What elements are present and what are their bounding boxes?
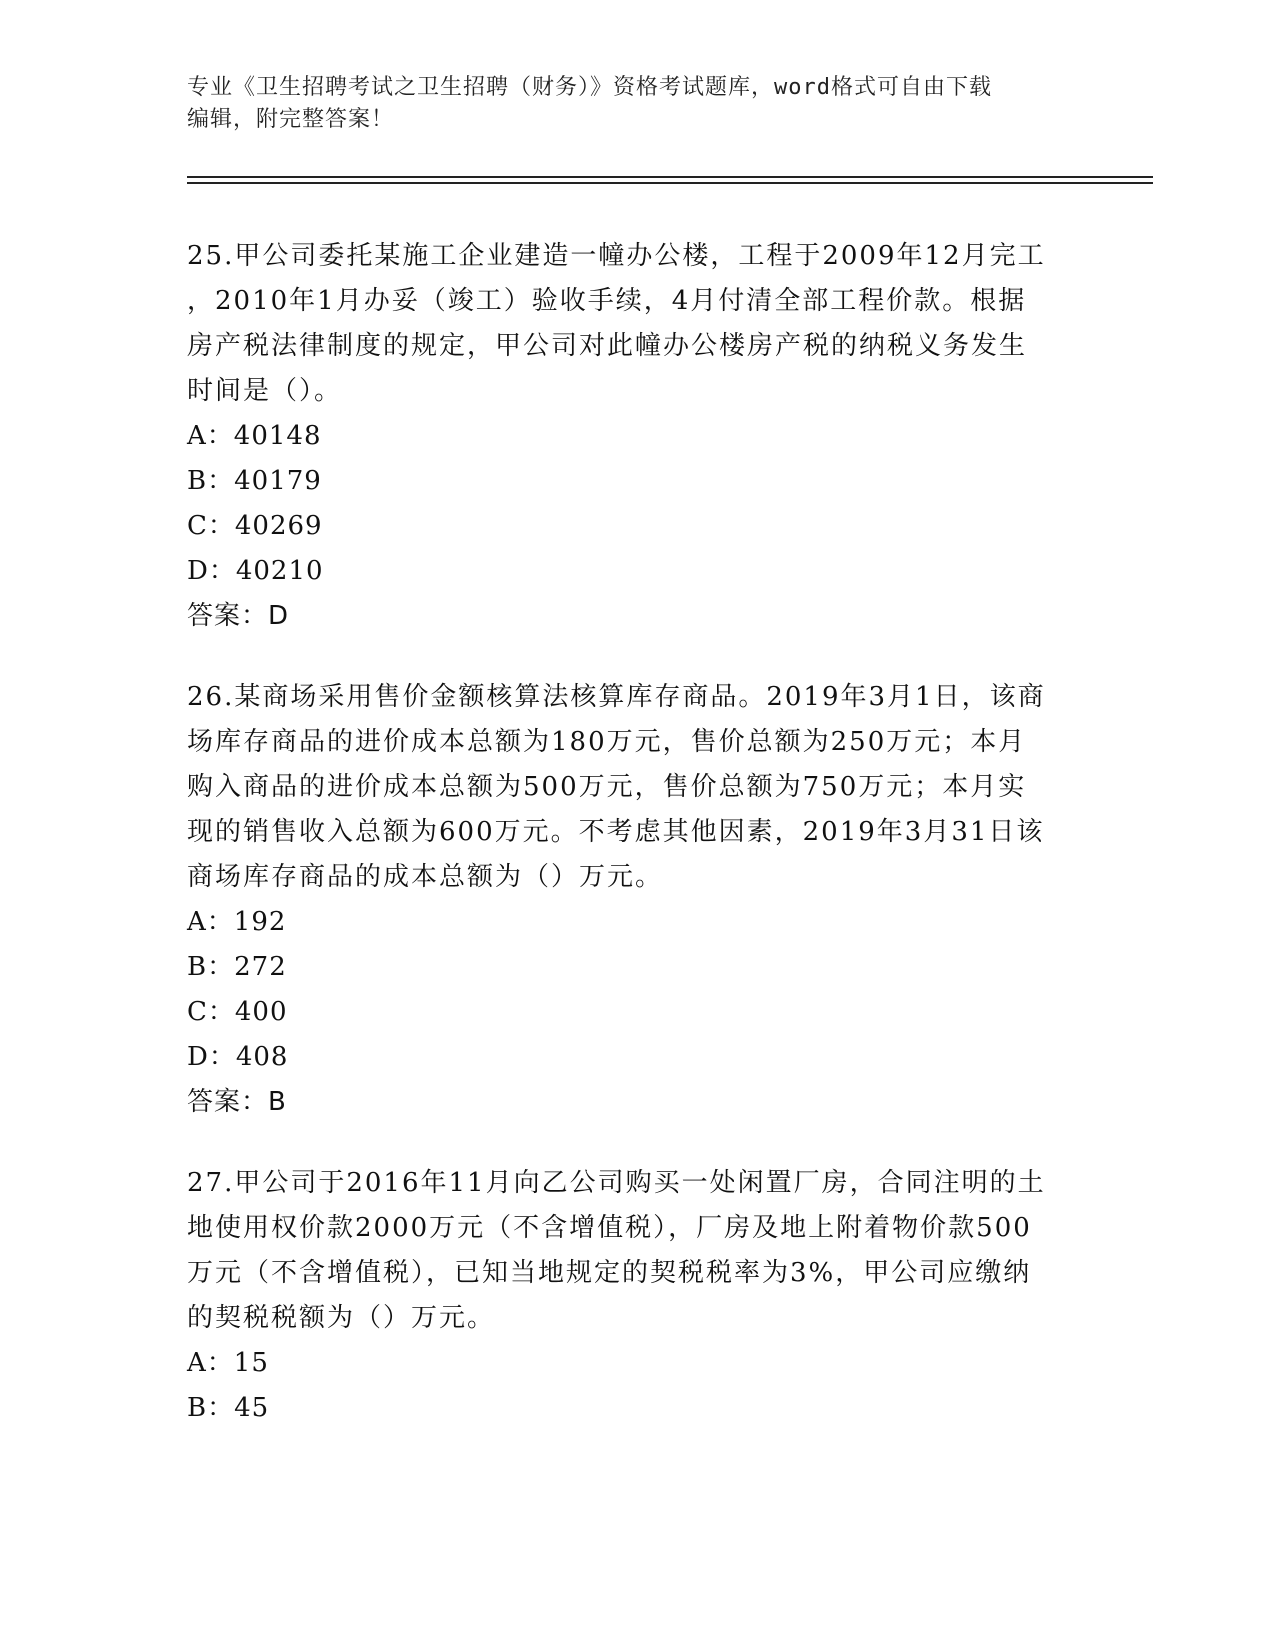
option-b: B：40179 xyxy=(187,466,322,496)
option-d: D：408 xyxy=(187,1042,289,1072)
question-text-line: 的契税税额为（）万元。 xyxy=(187,1303,496,1333)
answer-text: 答案：B xyxy=(187,1087,287,1117)
question-text-line: 房产税法律制度的规定，甲公司对此幢办公楼房产税的纳税义务发生 xyxy=(187,331,1028,361)
question-text-line: 时间是（）。 xyxy=(187,376,343,406)
question-25 xyxy=(187,234,1087,639)
header-divider-bottom xyxy=(187,182,1153,184)
option-b: B：45 xyxy=(187,1393,270,1423)
option-c: C：40269 xyxy=(187,511,323,541)
header-line-2: 编辑，附完整答案！ xyxy=(187,107,395,132)
question-text-line: 场库存商品的进价成本总额为180万元，售价总额为250万元；本月 xyxy=(187,727,1027,757)
question-text-line: 27.甲公司于2016年11月向乙公司购买一处闲置厂房，合同注明的土 xyxy=(187,1168,1046,1198)
question-list xyxy=(187,234,1087,1467)
option-a: A：192 xyxy=(187,907,287,937)
header-divider-top xyxy=(187,176,1153,178)
question-text-line: ，2010年1月办妥（竣工）验收手续，4月付清全部工程价款。根据 xyxy=(187,286,1027,316)
question-text-line: 万元（不含增值税），已知当地规定的契税税率为3%，甲公司应缴纳 xyxy=(187,1258,1032,1288)
answer-text: 答案：D xyxy=(187,601,290,631)
question-text-line: 26.某商场采用售价金额核算法核算库存商品。2019年3月1日，该商 xyxy=(187,682,1046,712)
question-text-line: 购入商品的进价成本总额为500万元，售价总额为750万元；本月实 xyxy=(187,772,1027,802)
question-26 xyxy=(187,675,1087,1125)
option-a: A：40148 xyxy=(187,421,322,451)
document-header xyxy=(187,72,1087,136)
option-b: B：272 xyxy=(187,952,287,982)
question-text-line: 25.甲公司委托某施工企业建造一幢办公楼，工程于2009年12月完工 xyxy=(187,241,1046,271)
option-a: A：15 xyxy=(187,1348,269,1378)
option-c: C：400 xyxy=(187,997,288,1027)
question-text-line: 商场库存商品的成本总额为（）万元。 xyxy=(187,862,664,892)
question-27 xyxy=(187,1161,1087,1431)
header-line-1: 专业《卫生招聘考试之卫生招聘（财务）》资格考试题库，word格式可自由下载 xyxy=(187,75,992,100)
question-text-line: 地使用权价款2000万元（不含增值税），厂房及地上附着物价款500 xyxy=(187,1213,1032,1243)
option-d: D：40210 xyxy=(187,556,324,586)
question-text-line: 现的销售收入总额为600万元。不考虑其他因素，2019年3月31日该 xyxy=(187,817,1045,847)
